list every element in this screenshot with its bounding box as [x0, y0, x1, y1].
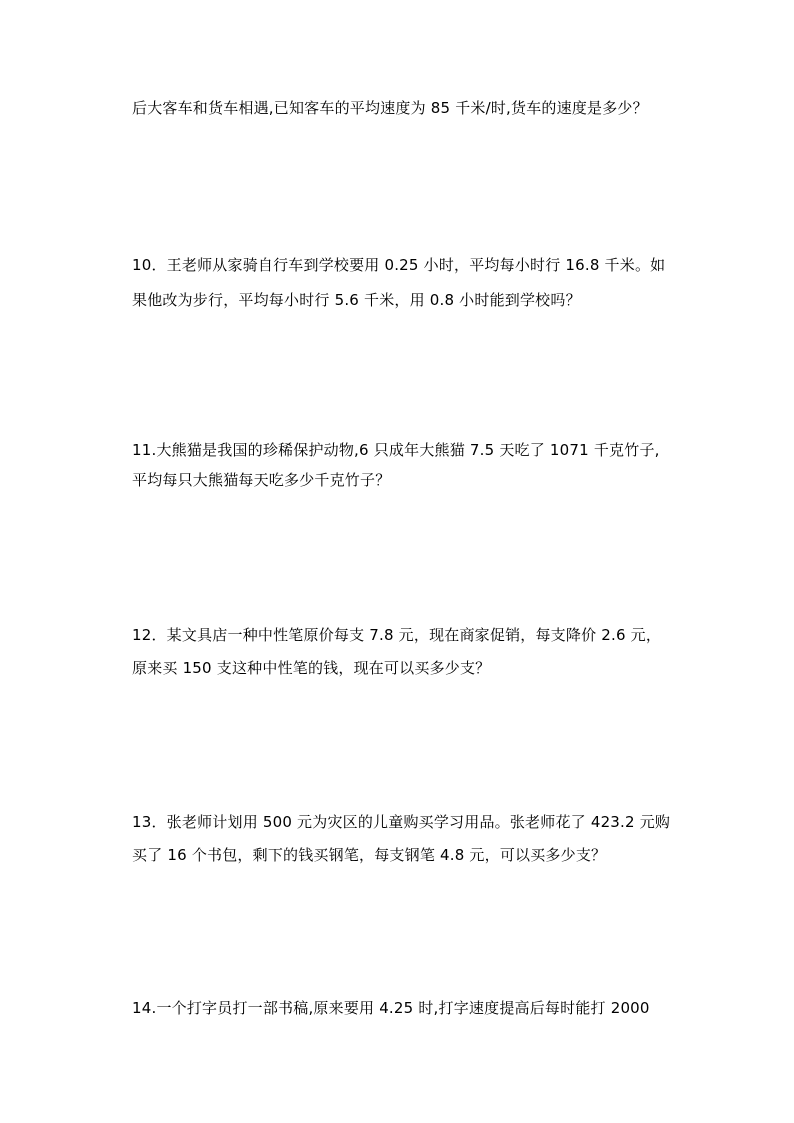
problem-9-line-1: 后大客车和货车相遇,已知客车的平均速度为 85 千米/时,货车的速度是多少？ [132, 99, 648, 117]
problem-10-line-1: 10．王老师从家骑自行车到学校要用 0.25 小时，平均每小时行 16.8 千米。如 [132, 256, 666, 274]
problem-13-line-2: 买了 16 个书包，剩下的钱买钢笔，每支钢笔 4.8 元，可以买多少支？ [132, 846, 607, 864]
problem-13-line-1: 13．张老师计划用 500 元为灾区的儿童购买学习用品。张老师花了 423.2 元购 [132, 813, 671, 831]
problem-14-line-1: 14.一个打字员打一部书稿,原来要用 4.25 时,打字速度提高后每时能打 2000 [132, 999, 650, 1017]
problem-11-line-2: 平均每只大熊猫每天吃多少千克竹子？ [132, 471, 391, 489]
problem-10-line-2: 果他改为步行，平均每小时行 5.6 千米，用 0.8 小时能到学校吗？ [132, 291, 581, 309]
problem-12-line-2: 原来买 150 支这种中性笔的钱，现在可以买多少支？ [132, 659, 491, 677]
problem-11-line-1: 11.大熊猫是我国的珍稀保护动物,6 只成年大熊猫 7.5 天吃了 1071 千克竹子, [132, 441, 660, 459]
problem-12-line-1: 12．某文具店一种中性笔原价每支 7.8 元，现在商家促销，每支降价 2.6 元， [132, 626, 662, 644]
